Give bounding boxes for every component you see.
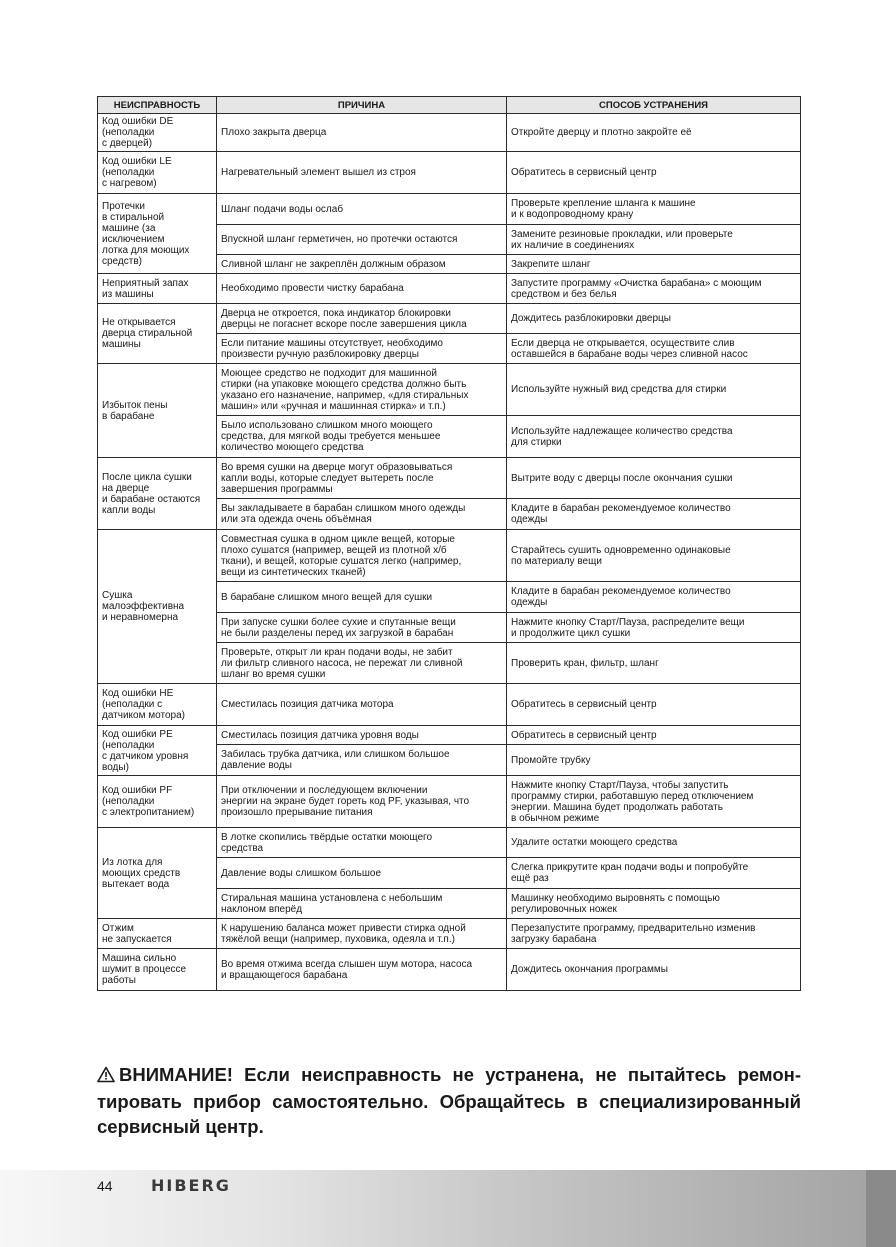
- solution-cell: Проверьте крепление шланга к машине и к водопроводному крану: [507, 194, 801, 225]
- malfunction-cell: Машина сильно шумит в процессе работы: [98, 949, 217, 991]
- table-row: [98, 152, 801, 194]
- troubleshooting-table: [97, 96, 801, 991]
- solution-cell: Перезапустите программу, предварительно изменив загрузку барабана: [507, 919, 801, 949]
- cause-cell: Стиральная машина установлена с небольшим наклоном вперёд: [217, 889, 507, 919]
- solution-cell: Дождитесь окончания программы: [507, 949, 801, 991]
- table-row: [98, 684, 801, 726]
- solution-cell: Вытрите воду с дверцы после окончания сушки: [507, 458, 801, 499]
- solution-cell: Промойте трубку: [507, 745, 801, 776]
- malfunction-cell: Протечки в стиральной машине (за исключением лотка для моющих средств): [98, 194, 217, 274]
- cause-cell: Во время сушки на дверце могут образовываться капли воды, которые следует вытереть после завершения программы: [217, 458, 507, 499]
- malfunction-cell: После цикла сушки на дверце и барабане остаются капли воды: [98, 458, 217, 530]
- cause-cell: Сливной шланг не закреплён должным образом: [217, 255, 507, 274]
- solution-cell: Машинку необходимо выровнять с помощью регулировочных ножек: [507, 889, 801, 919]
- malfunction-cell: Неприятный запах из машины: [98, 274, 217, 304]
- cause-cell: Впускной шланг герметичен, но протечки остаются: [217, 225, 507, 255]
- header-malfunction: НЕИСПРАВНОСТЬ: [98, 97, 217, 114]
- solution-cell: Используйте нужный вид средства для стирки: [507, 364, 801, 416]
- solution-cell: Запустите программу «Очистка барабана» с моющим средством и без белья: [507, 274, 801, 304]
- cause-cell: Давление воды слишком большое: [217, 858, 507, 889]
- solution-cell: Обратитесь в сервисный центр: [507, 152, 801, 194]
- solution-cell: Проверить кран, фильтр, шланг: [507, 643, 801, 684]
- malfunction-cell: Из лотка для моющих средств вытекает вода: [98, 828, 217, 919]
- table-header-row: [98, 97, 801, 114]
- footer-bar: [0, 1170, 896, 1247]
- solution-cell: Обратитесь в сервисный центр: [507, 684, 801, 726]
- cause-cell: Нагревательный элемент вышел из строя: [217, 152, 507, 194]
- table-row: [98, 274, 801, 304]
- cause-cell: В лотке скопились твёрдые остатки моющего средства: [217, 828, 507, 858]
- malfunction-cell: Отжим не запускается: [98, 919, 217, 949]
- cause-cell: В барабане слишком много вещей для сушки: [217, 582, 507, 613]
- header-cause: ПРИЧИНА: [217, 97, 507, 114]
- solution-cell: Слегка прикрутите кран подачи воды и попробуйте ещё раз: [507, 858, 801, 889]
- cause-cell: К нарушению баланса может привести стирка одной тяжёлой вещи (например, пуховика, одеяла и т.п.): [217, 919, 507, 949]
- table-row: [98, 828, 801, 858]
- warning-text: ВНИМАНИЕ! Если неисправность не устранена, не пытайтесь ремонтировать прибор самостоятельно. Обращайтесь в специализированный сервисный центр.: [97, 1064, 801, 1137]
- cause-cell: Необходимо провести чистку барабана: [217, 274, 507, 304]
- table-row: [98, 776, 801, 828]
- cause-cell: Шланг подачи воды ослаб: [217, 194, 507, 225]
- solution-cell: Нажмите кнопку Старт/Пауза, чтобы запустить программу стирки, работавшую перед отключением энергии. Машина будет продолжать работать в обычном режиме: [507, 776, 801, 828]
- solution-cell: Старайтесь сушить одновременно одинаковые по материалу вещи: [507, 530, 801, 582]
- solution-cell: Обратитесь в сервисный центр: [507, 726, 801, 745]
- cause-cell: Если питание машины отсутствует, необходимо произвести ручную разблокировку дверцы: [217, 334, 507, 364]
- solution-cell: Используйте надлежащее количество средства для стирки: [507, 416, 801, 458]
- table-row: [98, 364, 801, 416]
- brand-logo: HIBERG: [151, 1176, 231, 1195]
- malfunction-cell: Код ошибки PF (неполадки с электропитанием): [98, 776, 217, 828]
- page-number: 44: [97, 1178, 113, 1194]
- solution-cell: Замените резиновые прокладки, или проверьте их наличие в соединениях: [507, 225, 801, 255]
- solution-cell: Кладите в барабан рекомендуемое количество одежды: [507, 499, 801, 530]
- table-row: [98, 726, 801, 745]
- solution-cell: Откройте дверцу и плотно закройте её: [507, 114, 801, 152]
- header-solution: СПОСОБ УСТРАНЕНИЯ: [507, 97, 801, 114]
- table-row: [98, 114, 801, 152]
- table-row: [98, 949, 801, 991]
- solution-cell: Если дверца не открывается, осуществите слив оставшейся в барабане воды через сливной насос: [507, 334, 801, 364]
- warning-triangle-icon: [97, 1064, 115, 1089]
- malfunction-cell: Избыток пены в барабане: [98, 364, 217, 458]
- cause-cell: Проверьте, открыт ли кран подачи воды, не забит ли фильтр сливного насоса, не пережат ли сливной шланг во время сушки: [217, 643, 507, 684]
- solution-cell: Закрепите шланг: [507, 255, 801, 274]
- cause-cell: Плохо закрыта дверца: [217, 114, 507, 152]
- cause-cell: Совместная сушка в одном цикле вещей, которые плохо сушатся (например, вещей из плотной х/б ткани), и вещей, которые сушатся легко (например, вещи из синтетических тканей): [217, 530, 507, 582]
- cause-cell: Моющее средство не подходит для машинной стирки (на упаковке моющего средства должно быть указано его назначение, например, «для стиральных машин» или «ручная и машинная стирка» и т.п.): [217, 364, 507, 416]
- table-body: [98, 114, 801, 991]
- solution-cell: Дождитесь разблокировки дверцы: [507, 304, 801, 334]
- table-row: [98, 194, 801, 225]
- cause-cell: Вы закладываете в барабан слишком много одежды или эта одежда очень объёмная: [217, 499, 507, 530]
- cause-cell: Сместилась позиция датчика мотора: [217, 684, 507, 726]
- malfunction-cell: Не открывается дверца стиральной машины: [98, 304, 217, 364]
- cause-cell: Было использовано слишком много моющего средства, для мягкой воды требуется меньшее количество моющего средства: [217, 416, 507, 458]
- footer-accent: [866, 1170, 896, 1247]
- cause-cell: При запуске сушки более сухие и спутанные вещи не были разделены перед их загрузкой в барабан: [217, 613, 507, 643]
- solution-cell: Кладите в барабан рекомендуемое количество одежды: [507, 582, 801, 613]
- table-row: [98, 919, 801, 949]
- cause-cell: Дверца не откроется, пока индикатор блокировки дверцы не погаснет вскоре после завершения цикла: [217, 304, 507, 334]
- table-row: [98, 458, 801, 499]
- solution-cell: Нажмите кнопку Старт/Пауза, распределите вещи и продолжите цикл сушки: [507, 613, 801, 643]
- malfunction-cell: Код ошибки LE (неполадки с нагревом): [98, 152, 217, 194]
- cause-cell: Во время отжима всегда слышен шум мотора, насоса и вращающегося барабана: [217, 949, 507, 991]
- cause-cell: При отключении и последующем включении энергии на экране будет гореть код PF, указывая, что произошло прерывание питания: [217, 776, 507, 828]
- malfunction-cell: Код ошибки DE (неполадки с дверцей): [98, 114, 217, 152]
- cause-cell: Сместилась позиция датчика уровня воды: [217, 726, 507, 745]
- malfunction-cell: Код ошибки HE (неполадки с датчиком мотора): [98, 684, 217, 726]
- solution-cell: Удалите остатки моющего средства: [507, 828, 801, 858]
- malfunction-cell: Сушка малоэффективна и неравномерна: [98, 530, 217, 684]
- table-row: [98, 530, 801, 582]
- warning-notice: [97, 1062, 801, 1139]
- cause-cell: Забилась трубка датчика, или слишком большое давление воды: [217, 745, 507, 776]
- malfunction-cell: Код ошибки PE (неполадки с датчиком уровня воды): [98, 726, 217, 776]
- table-row: [98, 304, 801, 334]
